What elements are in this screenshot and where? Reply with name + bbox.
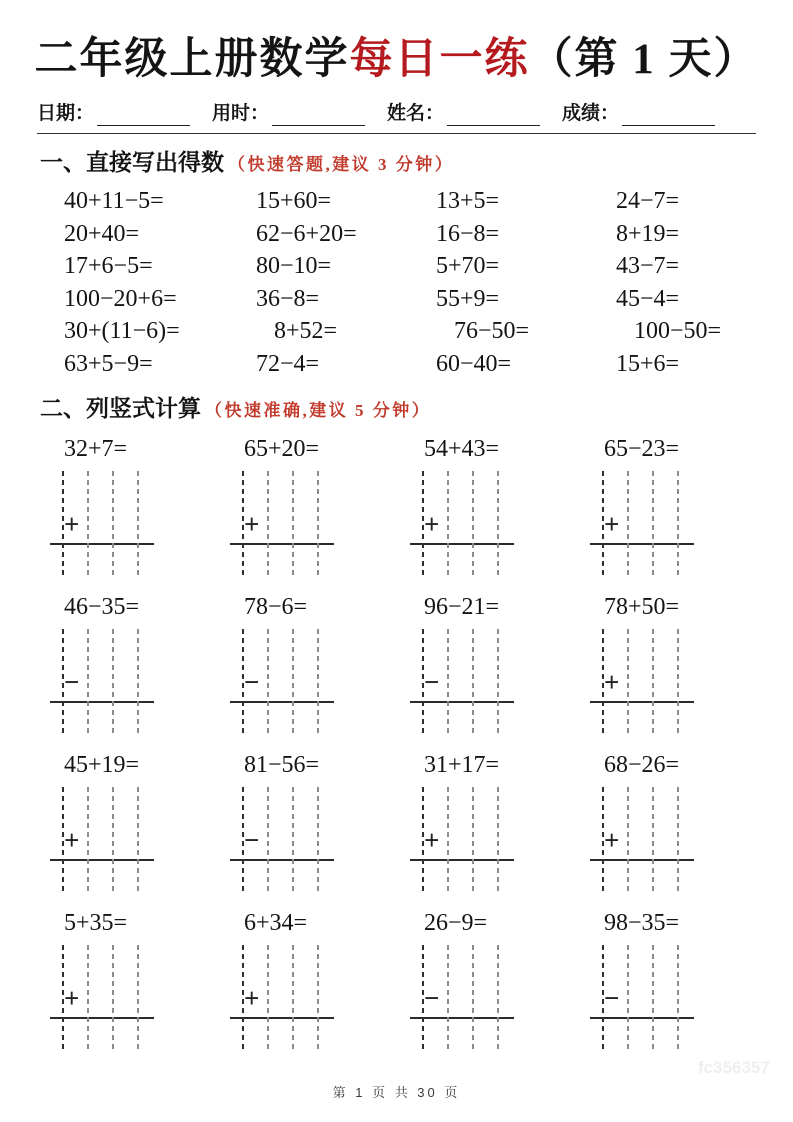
oral-problem: 20+40= — [64, 220, 140, 247]
vertical-calc-work-area[interactable] — [46, 787, 162, 893]
oral-problem: 15+6= — [616, 350, 680, 377]
operator-sign: + — [64, 983, 80, 1013]
vertical-calc-work-area[interactable] — [226, 471, 342, 577]
vertical-problem-expr: 54+43= — [424, 436, 500, 462]
vertical-problem-expr: 32+7= — [64, 436, 128, 462]
oral-problem: 16−8= — [436, 220, 500, 247]
section1-heading: 一、直接写出得数 — [40, 150, 224, 175]
vertical-problem-expr: 6+34= — [244, 910, 308, 936]
vertical-problem-expr: 46−35= — [64, 594, 140, 620]
vertical-problem-expr: 68−26= — [604, 752, 680, 778]
title-daily-practice-text: 每日一练 — [349, 36, 530, 83]
vertical-problem — [406, 908, 586, 1051]
oral-problem: 45−4= — [616, 285, 680, 312]
name-label: 姓名： — [387, 103, 445, 124]
operator-sign: − — [604, 983, 620, 1013]
operator-sign: + — [604, 667, 620, 697]
vertical-calc-work-area[interactable] — [406, 471, 522, 577]
oral-problem: 100−20+6= — [64, 285, 177, 312]
operator-sign: + — [64, 825, 80, 855]
section2-heading: 二、列竖式计算 — [40, 396, 201, 421]
vertical-problem-expr: 96−21= — [424, 594, 500, 620]
info-row — [37, 102, 756, 134]
operator-sign: − — [244, 825, 260, 855]
watermark: fc356357 — [698, 1058, 770, 1077]
oral-problem: 5+70= — [436, 253, 500, 279]
vertical-problem-expr: 98−35= — [604, 910, 680, 936]
oral-problem: 36−8= — [256, 285, 320, 312]
vertical-calc-work-area[interactable] — [46, 471, 162, 577]
score-field-group — [562, 102, 715, 126]
operator-sign: + — [604, 825, 620, 855]
vertical-problem-expr: 65+20= — [244, 436, 320, 462]
vertical-problem — [226, 750, 406, 893]
oral-problem: 30+(11−6)= — [64, 318, 180, 344]
vertical-calc-work-area[interactable] — [406, 629, 522, 735]
oral-problem: 62−6+20= — [256, 220, 357, 247]
vertical-calc-work-area[interactable] — [226, 945, 342, 1051]
oral-problem: 43−7= — [616, 253, 680, 279]
oral-problem: 15+60= — [256, 188, 332, 214]
vertical-problem — [46, 908, 226, 1051]
vertical-problem-expr: 45+19= — [64, 752, 140, 778]
vertical-problem — [46, 434, 226, 577]
title-grade-text: 二年级上册数学 — [34, 36, 350, 83]
oral-problem: 60−40= — [436, 350, 512, 377]
vertical-problem — [406, 750, 586, 893]
vertical-problem-expr: 31+17= — [424, 752, 500, 778]
vertical-problem-expr: 5+35= — [64, 910, 128, 936]
vertical-problems-grid — [46, 434, 793, 1066]
page-title — [0, 0, 793, 90]
vertical-problem — [406, 434, 586, 577]
vertical-calc-work-area[interactable] — [586, 787, 702, 893]
oral-problem: 76−50= — [454, 318, 530, 344]
vertical-problem-expr: 81−56= — [244, 752, 320, 778]
time-input-line[interactable] — [272, 105, 365, 126]
oral-problem: 24−7= — [616, 188, 680, 214]
score-label: 成绩： — [562, 103, 620, 124]
vertical-problem-expr: 65−23= — [604, 436, 680, 462]
time-label: 用时： — [212, 103, 270, 124]
oral-problems-grid — [64, 185, 793, 380]
vertical-problem — [226, 434, 406, 577]
vertical-problem — [226, 908, 406, 1051]
vertical-calc-work-area[interactable] — [406, 945, 522, 1051]
oral-problem: 55+9= — [436, 285, 500, 312]
section1-note: （快速答题,建议 3 分钟） — [228, 155, 455, 174]
vertical-problem-expr: 26−9= — [424, 910, 488, 936]
vertical-calc-work-area[interactable] — [406, 787, 522, 893]
section2-header — [40, 393, 793, 426]
section1-header — [40, 147, 793, 180]
vertical-problem — [586, 750, 766, 893]
operator-sign: + — [604, 509, 620, 539]
vertical-calc-work-area[interactable] — [586, 471, 702, 577]
score-input-line[interactable] — [622, 105, 715, 126]
vertical-problem-expr: 78−6= — [244, 594, 308, 620]
operator-sign: − — [424, 667, 440, 697]
oral-problem: 13+5= — [436, 188, 500, 214]
date-field-group — [37, 102, 190, 126]
oral-problem: 17+6−5= — [64, 253, 153, 279]
date-label: 日期： — [37, 103, 95, 124]
title-day-number-text: （第 1 天） — [529, 36, 759, 83]
vertical-problem — [226, 592, 406, 735]
vertical-problem — [46, 592, 226, 735]
name-input-line[interactable] — [447, 105, 540, 126]
oral-problem: 72−4= — [256, 350, 320, 377]
vertical-problem — [46, 750, 226, 893]
vertical-problem — [406, 592, 586, 735]
vertical-calc-work-area[interactable] — [586, 629, 702, 735]
operator-sign: + — [424, 825, 440, 855]
page-number: 第 1 页 共 30 页 — [332, 1085, 461, 1100]
oral-problem: 80−10= — [256, 253, 332, 279]
vertical-calc-work-area[interactable] — [586, 945, 702, 1051]
oral-problem: 8+52= — [274, 318, 338, 344]
date-input-line[interactable] — [97, 105, 190, 126]
oral-problem: 100−50= — [634, 318, 722, 344]
vertical-calc-work-area[interactable] — [46, 945, 162, 1051]
operator-sign: + — [424, 509, 440, 539]
section2-note: （快速准确,建议 5 分钟） — [205, 401, 432, 420]
operator-sign: + — [64, 509, 80, 539]
vertical-problem-expr: 78+50= — [604, 594, 680, 620]
time-field-group — [212, 102, 365, 126]
vertical-problem — [586, 908, 766, 1051]
vertical-calc-work-area[interactable] — [226, 629, 342, 735]
operator-sign: − — [244, 667, 260, 697]
vertical-problem — [586, 434, 766, 577]
oral-problem: 63+5−9= — [64, 350, 153, 377]
name-field-group — [387, 102, 540, 126]
vertical-problem — [586, 592, 766, 735]
operator-sign: + — [244, 983, 260, 1013]
operator-sign: − — [424, 983, 440, 1013]
vertical-calc-work-area[interactable] — [46, 629, 162, 735]
operator-sign: − — [64, 667, 80, 697]
vertical-calc-work-area[interactable] — [226, 787, 342, 893]
oral-problem: 8+19= — [616, 220, 680, 247]
operator-sign: + — [244, 509, 260, 539]
oral-problem: 40+11−5= — [64, 188, 164, 214]
